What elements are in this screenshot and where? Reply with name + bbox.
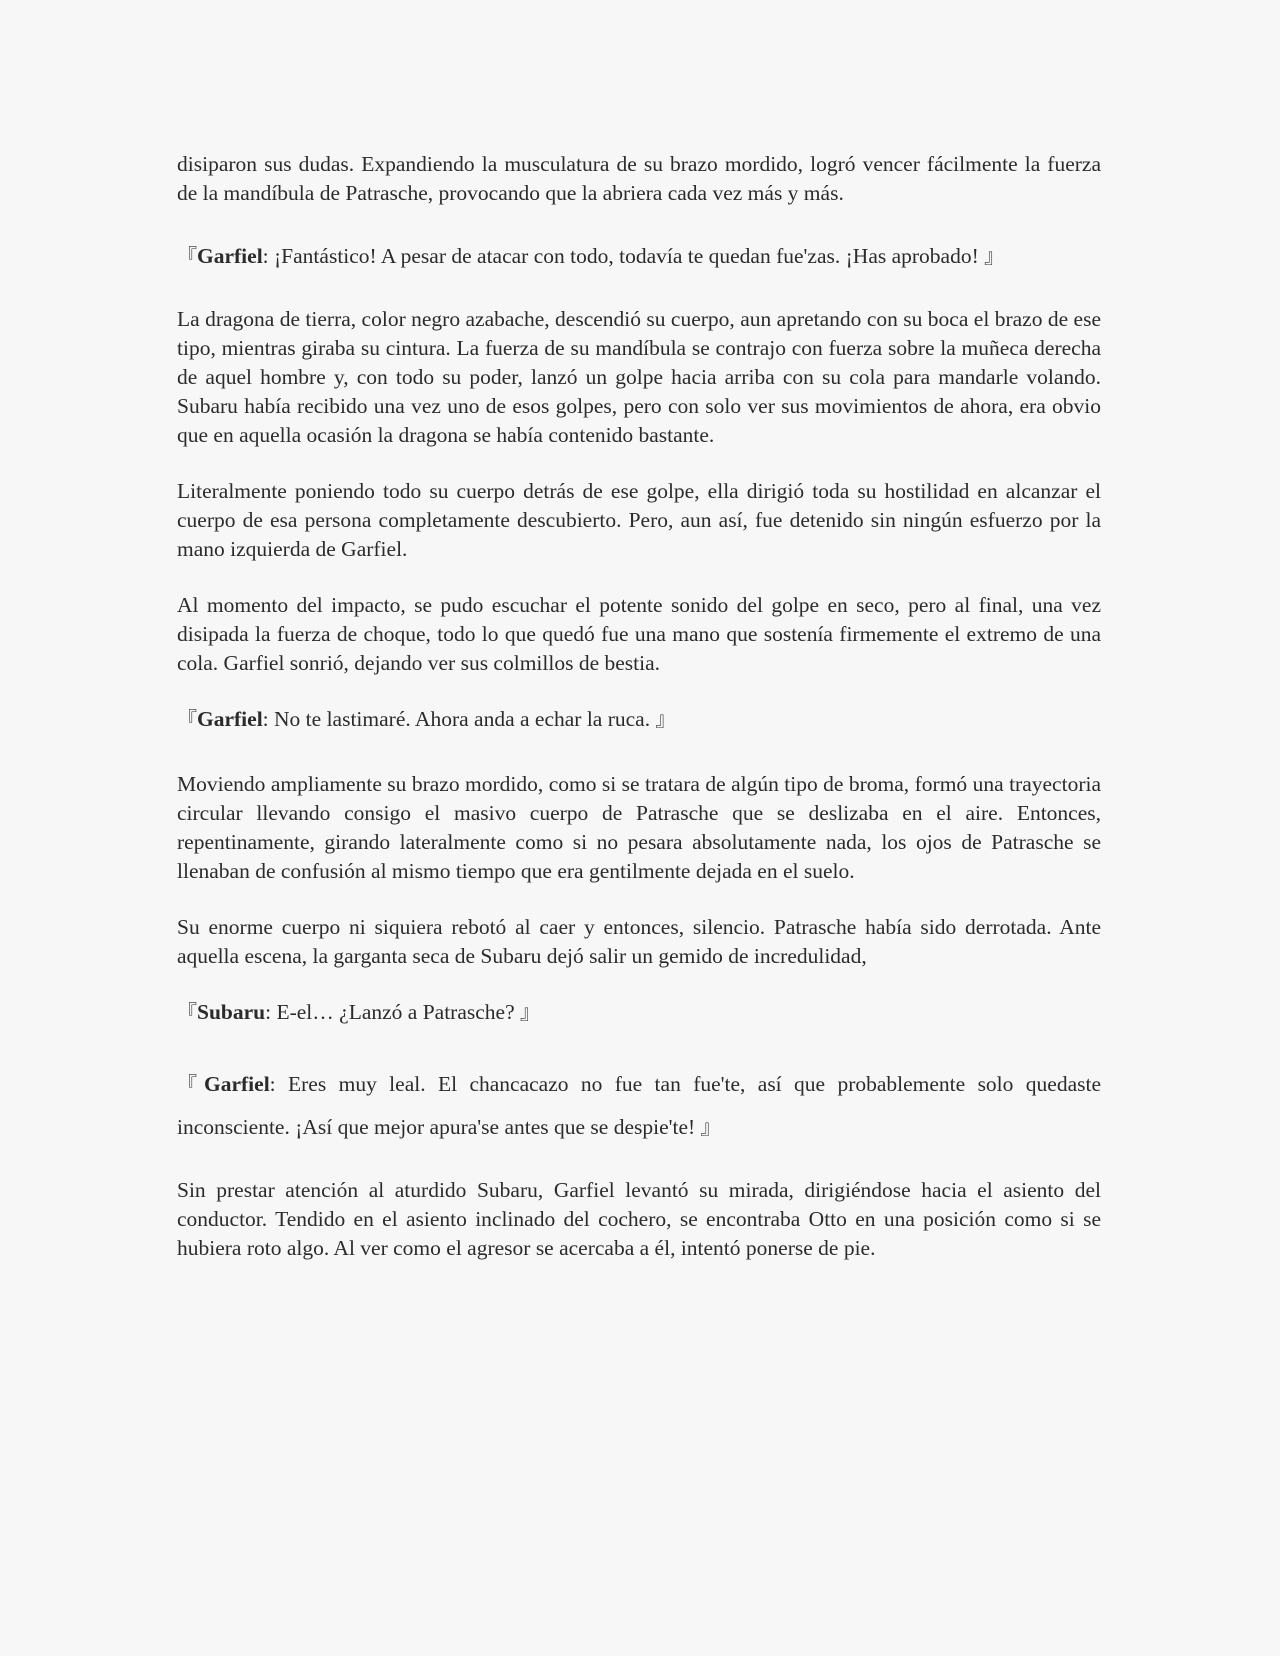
speaker-name: Garfiel [197, 707, 263, 731]
dialogue-text: : ¡Fantástico! A pesar de atacar con todo, todavía te quedan fue'zas. ¡Has aprobado! [262, 244, 985, 268]
close-quote-mark: 』 [984, 244, 1005, 268]
close-quote-mark: 』 [700, 1115, 721, 1139]
dialogue-text: : Eres muy leal. El chancacazo no fue tan fue'te, así que probablemente solo quedaste inconsciente. ¡Así que mejor apura'se antes que se despie'te! [177, 1072, 1101, 1139]
speaker-name: Garfiel [204, 1072, 270, 1096]
dialogue-text: : No te lastimaré. Ahora anda a echar la ruca. [262, 707, 656, 731]
dialogue-text: : E-el… ¿Lanzó a Patrasche? [265, 1000, 521, 1024]
dialogue-garfiel-2 [177, 705, 1101, 734]
open-quote-mark: 『 [177, 1000, 197, 1024]
paragraph-8: Su enorme cuerpo ni siquiera rebotó al caer y entonces, silencio. Patrasche había sido derrotada. Ante aquella escena, la garganta seca de Subaru dejó salir un gemido de incredulidad, [177, 915, 1101, 968]
dialogue-subaru [177, 998, 1101, 1027]
paragraph-3: La dragona de tierra, color negro azabache, descendió su cuerpo, aun apretando con su boca el brazo de ese tipo, mientras giraba su cintura. La fuerza de su mandíbula se contrajo con fuerza sobre la muñeca derecha de aquel hombre y, con todo su poder, lanzó un golpe hacia arriba con su cola para mandarle volando. Subaru había recibido una vez uno de esos golpes, pero con solo ver sus movimientos de ahora, era obvio que en aquella ocasión la dragona se había contenido bastante. [177, 307, 1101, 447]
dialogue-garfiel-1 [177, 235, 1101, 278]
dialogue-garfiel-3 [177, 1063, 1101, 1149]
paragraph-11: Sin prestar atención al aturdido Subaru, Garfiel levantó su mirada, dirigiéndose hacia el asiento del conductor. Tendido en el asiento inclinado del cochero, se encontraba Otto en una posición como si se hubiera roto algo. Al ver como el agresor se acercaba a él, intentó ponerse de pie. [177, 1178, 1101, 1260]
open-quote-mark: 『 [177, 1072, 204, 1096]
paragraph-4: Literalmente poniendo todo su cuerpo detrás de ese golpe, ella dirigió toda su hostilidad en alcanzar el cuerpo de esa persona completamente descubierto. Pero, aun así, fue detenido sin ningún esfuerzo por la mano izquierda de Garfiel. [177, 479, 1101, 561]
open-quote-mark: 『 [177, 244, 197, 268]
paragraph-5: Al momento del impacto, se pudo escuchar el potente sonido del golpe en seco, pero al final, una vez disipada la fuerza de choque, todo lo que quedó fue una mano que sostenía firmemente el extremo de una cola. Garfiel sonrió, dejando ver sus colmillos de bestia. [177, 593, 1101, 675]
speaker-name: Subaru [197, 1000, 266, 1024]
document-page [177, 150, 1101, 1290]
close-quote-mark: 』 [520, 1000, 541, 1024]
open-quote-mark: 『 [177, 707, 197, 731]
close-quote-mark: 』 [655, 707, 676, 731]
speaker-name: Garfiel [197, 244, 263, 268]
paragraph-7: Moviendo ampliamente su brazo mordido, como si se tratara de algún tipo de broma, formó una trayectoria circular llevando consigo el masivo cuerpo de Patrasche que se deslizaba en el aire. Entonces, repentinamente, girando lateralmente como si no pesara absolutamente nada, los ojos de Patrasche se llenaban de confusión al mismo tiempo que era gentilmente dejada en el suelo. [177, 772, 1101, 883]
paragraph-1: disiparon sus dudas. Expandiendo la musculatura de su brazo mordido, logró vencer fácilmente la fuerza de la mandíbula de Patrasche, provocando que la abriera cada vez más y más. [177, 152, 1101, 205]
